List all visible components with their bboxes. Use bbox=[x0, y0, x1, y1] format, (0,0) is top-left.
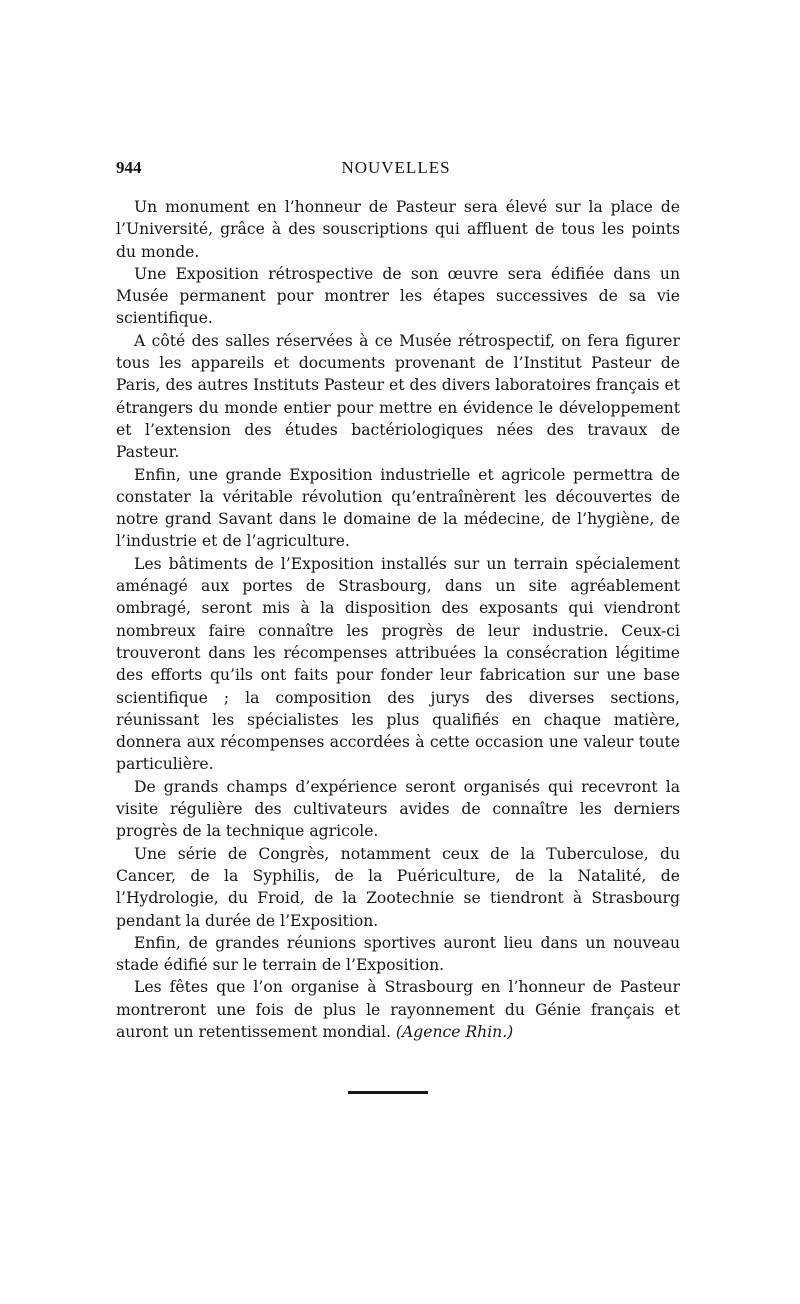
paragraph-sports: Enfin, de grandes réunions sportives auront lieu dans un nouveau stade édifié sur le terrain de l’Exposition. bbox=[116, 933, 680, 975]
article-body bbox=[116, 196, 680, 1043]
running-title: NOUVELLES bbox=[341, 158, 451, 177]
paragraph-monument: Un monument en l’honneur de Pasteur sera élevé sur la place de l’Université, grâce à des souscriptions qui affluent de tous les points du monde. bbox=[116, 198, 680, 261]
paragraph-congresses: Une série de Congrès, notamment ceux de la Tuberculose, du Cancer, de la Syphilis, de la Puériculture, de la Natalité, de l’Hydrologie, du Froid, de la Zootechnie se tiendront à Strasbourg pendant la durée de l’Exposition. bbox=[116, 844, 680, 930]
paragraph-festivities bbox=[116, 976, 680, 1043]
paragraph-experiment-fields: De grands champs d’expérience seront organisés qui recevront la visite régulière des cultivateurs avides de connaître les derniers progrès de la technique agricole. bbox=[116, 777, 680, 841]
page-number: 944 bbox=[116, 158, 142, 177]
festivities-text: Les fêtes que l’on organise à Strasbourg en l’honneur de Pasteur montreront une fois de plus le rayonnement du Génie français et auront un retentissement mondial. bbox=[116, 978, 680, 1041]
paragraph-retrospective-exhibition: Une Exposition rétrospective de son œuvre sera édifiée dans un Musée permanent pour montrer les étapes successives de sa vie scientifique. bbox=[116, 264, 680, 328]
source-credit: (Agence Rhin.) bbox=[395, 1022, 514, 1041]
paragraph-buildings: Les bâtiments de l’Exposition installés sur un terrain spécialement aménagé aux portes de Strasbourg, dans un site agréablement ombragé, seront mis à la disposition des exposants qui viendront nombreux faire connaître les progrès de leur industrie. Ceux-ci trouveront dans les récompenses attribuées la consécration légitime des efforts qu’ils ont faits pour fonder leur fabrication sur une base scientifique ; la composition des jurys des diverses sections, réunissant les spécialistes les plus qualifiés en chaque matière, donnera aux récompenses accordées à cette occasion une valeur toute particulière. bbox=[116, 554, 680, 774]
paragraph-museum-rooms: A côté des salles réservées à ce Musée rétrospectif, on fera figurer tous les appareils et documents provenant de l’Institut Pasteur de Paris, des autres Instituts Pasteur et des divers laboratoires français et étrangers du monde entier pour mettre en évidence le développement et l’extension des études bactériologiques nées des travaux de Pasteur. bbox=[116, 331, 680, 462]
closing-rule bbox=[348, 1091, 428, 1094]
paragraph-industrial-exhibition: Enfin, une grande Exposition industrielle et agricole permettra de constater la véritable révolution qu’entraînèrent les découvertes de notre grand Savant dans le domaine de la médecine, de l’hygiène, de l’industrie et de l’agriculture. bbox=[116, 465, 680, 551]
page-header bbox=[116, 158, 676, 182]
